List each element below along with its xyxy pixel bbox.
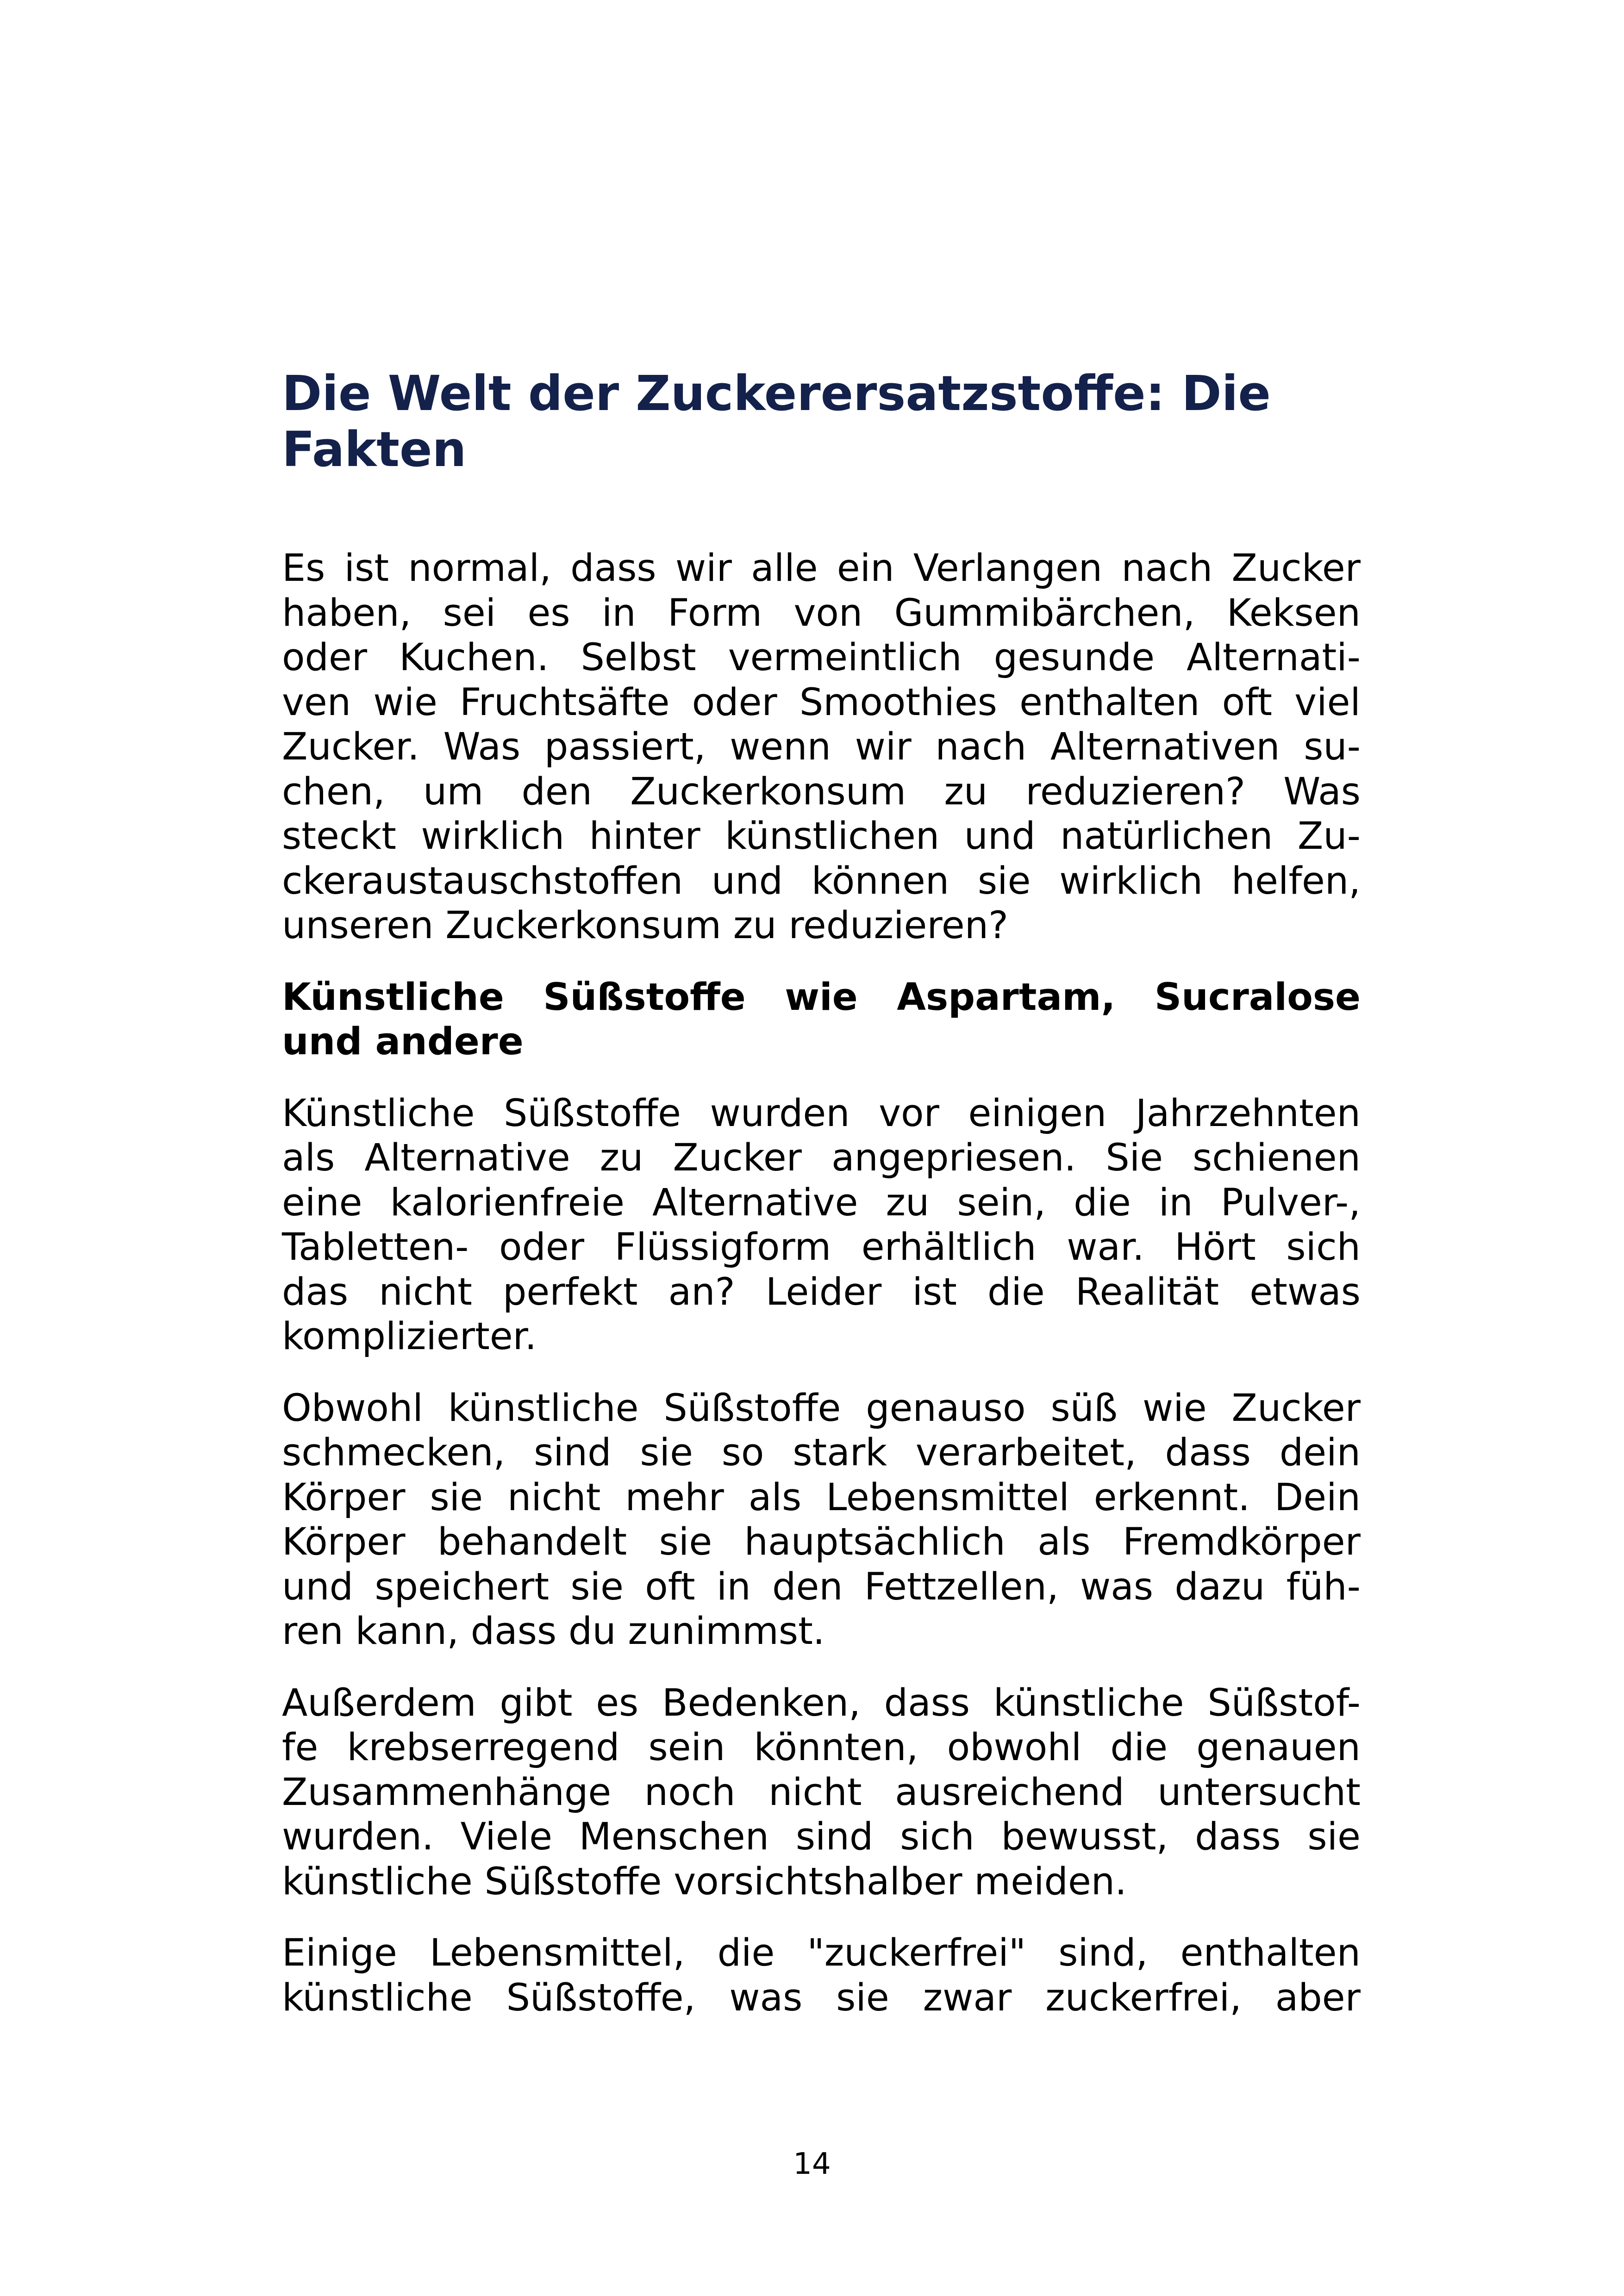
- text-line: schmecken, sind sie so stark verarbeitet, dass dein: [282, 1431, 1361, 1475]
- text-line: ren kann, dass du zunimmst.: [282, 1610, 825, 1653]
- text-line: Zucker. Was passiert, wenn wir nach Alternativen su-: [282, 725, 1361, 769]
- heading-line: und andere: [282, 1020, 524, 1064]
- text-line: chen, um den Zuckerkonsum zu reduzieren? Was: [282, 770, 1361, 814]
- text-line: Außerdem gibt es Bedenken, dass künstliche Süßstof-: [282, 1681, 1361, 1725]
- text-line: Körper sie nicht mehr als Lebensmittel erkennt. Dein: [282, 1475, 1361, 1519]
- text-line: steckt wirklich hinter künstlichen und natürlichen Zu-: [282, 815, 1361, 858]
- heading-line: Künstliche Süßstoffe wie Aspartam, Sucralose: [282, 975, 1361, 1019]
- text-line: ven wie Fruchtsäfte oder Smoothies enthalten oft viel: [282, 680, 1361, 724]
- section-heading: [282, 975, 1361, 1064]
- text-line: Einige Lebensmittel, die "zuckerfrei" sind, enthalten: [282, 1931, 1361, 1975]
- paragraph-spacer: [282, 1654, 1361, 1681]
- paragraph-intro: [282, 546, 1361, 948]
- chapter-title-line: Die Welt der Zuckerersatzstoffe: Die: [282, 365, 1271, 422]
- title-spacer: [282, 478, 1361, 546]
- paragraph-artificial-sweeteners: [282, 1091, 1361, 1359]
- text-line: eine kalorienfreie Alternative zu sein, die in Pulver-,: [282, 1181, 1361, 1225]
- text-line: künstliche Süßstoffe, was sie zwar zuckerfrei, aber: [282, 1976, 1361, 2020]
- text-line: und speichert sie oft in den Fettzellen, was dazu füh-: [282, 1565, 1361, 1609]
- text-line: ckeraustauschstoffen und können sie wirklich helfen,: [282, 859, 1361, 903]
- chapter-title: [282, 366, 1361, 478]
- text-line: Es ist normal, dass wir alle ein Verlangen nach Zucker: [282, 547, 1361, 590]
- paragraph-sugar-free-foods: [282, 1931, 1361, 2020]
- text-line: fe krebserregend sein könnten, obwohl die genauen: [282, 1726, 1361, 1769]
- paragraph-spacer: [282, 948, 1361, 975]
- text-line: künstliche Süßstoffe vorsichtshalber meiden.: [282, 1860, 1127, 1904]
- text-line: wurden. Viele Menschen sind sich bewusst, dass sie: [282, 1815, 1361, 1859]
- text-line: unseren Zuckerkonsum zu reduzieren?: [282, 904, 1009, 947]
- paragraph-processing: [282, 1386, 1361, 1654]
- text-line: als Alternative zu Zucker angepriesen. Sie schienen: [282, 1136, 1361, 1180]
- text-line: Künstliche Süßstoffe wurden vor einigen Jahrzehnten: [282, 1091, 1361, 1135]
- paragraph-spacer: [282, 1064, 1361, 1091]
- paragraph-concerns: [282, 1681, 1361, 1904]
- text-line: Zusammenhänge noch nicht ausreichend untersucht: [282, 1770, 1361, 1814]
- text-line: oder Kuchen. Selbst vermeintlich gesunde Alternati-: [282, 636, 1361, 679]
- page-content: [282, 366, 1361, 2020]
- page-number: 14: [793, 2147, 831, 2181]
- text-line: Körper behandelt sie hauptsächlich als Fremdkörper: [282, 1520, 1361, 1564]
- paragraph-spacer: [282, 1904, 1361, 1931]
- chapter-title-line: Fakten: [282, 421, 467, 478]
- paragraph-spacer: [282, 1359, 1361, 1386]
- text-line: Obwohl künstliche Süßstoffe genauso süß wie Zucker: [282, 1386, 1361, 1430]
- text-line: das nicht perfekt an? Leider ist die Realität etwas: [282, 1270, 1361, 1314]
- text-line: Tabletten- oder Flüssigform erhältlich war. Hört sich: [282, 1226, 1361, 1269]
- text-line: haben, sei es in Form von Gummibärchen, Keksen: [282, 591, 1361, 635]
- text-line: komplizierter.: [282, 1315, 537, 1358]
